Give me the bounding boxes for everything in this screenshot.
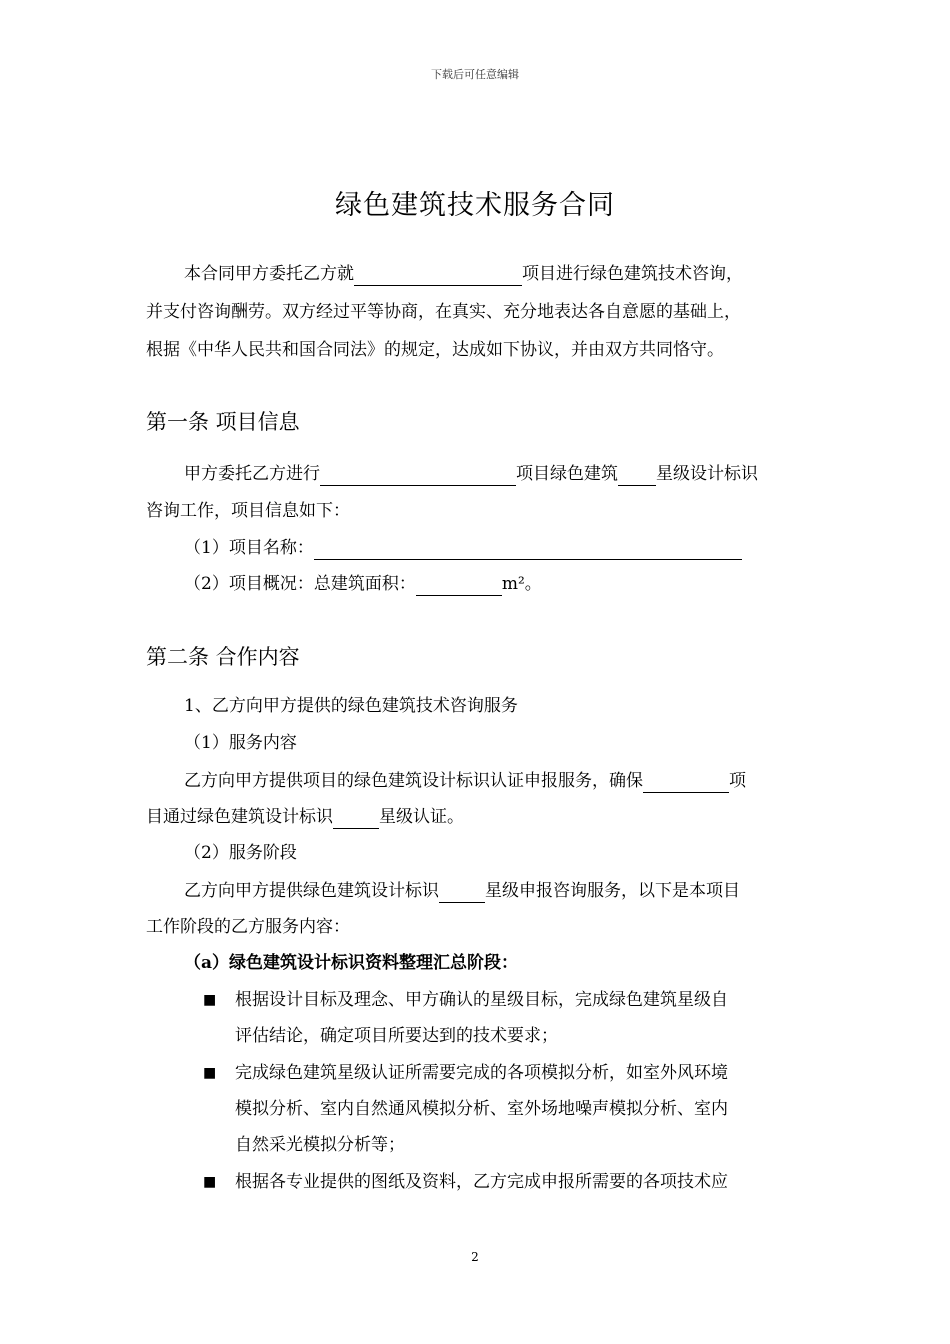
art1-item-2: [184, 572, 542, 596]
text: （2）项目概况：总建筑面积：: [184, 574, 416, 594]
art1-item-1: [184, 536, 742, 560]
intro-line-3: 根据《中华人民共和国合同法》的规定，达成如下协议，并由双方共同恪守。: [146, 340, 724, 360]
blank-project-name[interactable]: [320, 467, 516, 486]
text: 乙方向甲方提供项目的绿色建筑设计标识认证申报服务，确保: [184, 771, 643, 791]
blank-area[interactable]: [416, 577, 502, 596]
art2-para1-line2: [146, 805, 464, 829]
stage-a-heading: （a）绿色建筑设计标识资料整理汇总阶段：: [184, 953, 519, 973]
text: 乙方向甲方提供绿色建筑设计标识: [184, 881, 439, 901]
bullet-square-icon: ■: [203, 992, 217, 1008]
bullet-1-line-2: 评估结论，确定项目所要达到的技术要求；: [235, 1026, 558, 1046]
bullet-2-line-3: 自然采光模拟分析等；: [235, 1135, 405, 1155]
text: 本合同甲方委托乙方就: [184, 264, 354, 284]
text: 目通过绿色建筑设计标识: [146, 807, 333, 827]
text: 甲方委托乙方进行: [184, 464, 320, 484]
art1-line-1: [184, 462, 758, 486]
intro-line-2: 并支付咨询酬劳。双方经过平等协商，在真实、充分地表达各自意愿的基础上，: [146, 302, 741, 322]
bullet-2-line-1: 完成绿色建筑星级认证所需要完成的各项模拟分析，如室外风环境: [235, 1063, 728, 1083]
text: 星级认证。: [379, 807, 464, 827]
text: m²。: [501, 574, 542, 594]
blank-project[interactable]: [643, 774, 729, 793]
text: 项: [729, 771, 746, 791]
art2-subsection-2: （2）服务阶段: [184, 843, 297, 863]
document-title: 绿色建筑技术服务合同: [335, 190, 615, 221]
art2-section-1: 1、乙方向甲方提供的绿色建筑技术咨询服务: [184, 696, 518, 716]
bullet-3-line-1: 根据各专业提供的图纸及资料，乙方完成申报所需要的各项技术应: [235, 1172, 728, 1192]
article-2-heading: 第二条 合作内容: [146, 645, 300, 669]
intro-line-1: [184, 262, 743, 286]
article-1-heading: 第一条 项目信息: [146, 410, 300, 434]
blank-project-field[interactable]: [354, 267, 522, 286]
page-header: 下载后可任意编辑: [431, 68, 519, 81]
art1-line-2: 咨询工作，项目信息如下：: [146, 501, 350, 521]
art2-para2-line1: [184, 879, 740, 903]
text: 项目绿色建筑: [516, 464, 618, 484]
bullet-square-icon: ■: [203, 1065, 217, 1081]
bullet-square-icon: ■: [203, 1174, 217, 1190]
art2-para2-line2: 工作阶段的乙方服务内容：: [146, 917, 350, 937]
bullet-2-line-2: 模拟分析、室内自然通风模拟分析、室外场地噪声模拟分析、室内: [235, 1099, 728, 1119]
text: 项目进行绿色建筑技术咨询，: [522, 264, 743, 284]
blank-star-level[interactable]: [618, 467, 656, 486]
text: 星级设计标识: [656, 464, 758, 484]
page-number: 2: [471, 1250, 479, 1264]
text: （1）项目名称：: [184, 538, 314, 558]
art2-para1-line1: [184, 769, 746, 793]
bullet-1-line-1: 根据设计目标及理念、甲方确认的星级目标，完成绿色建筑星级自: [235, 990, 728, 1010]
text: 星级申报咨询服务，以下是本项目: [485, 881, 740, 901]
blank-project-title[interactable]: [314, 541, 742, 560]
art2-subsection-1: （1）服务内容: [184, 733, 297, 753]
blank-star-level[interactable]: [333, 810, 379, 829]
blank-star-level[interactable]: [439, 884, 485, 903]
